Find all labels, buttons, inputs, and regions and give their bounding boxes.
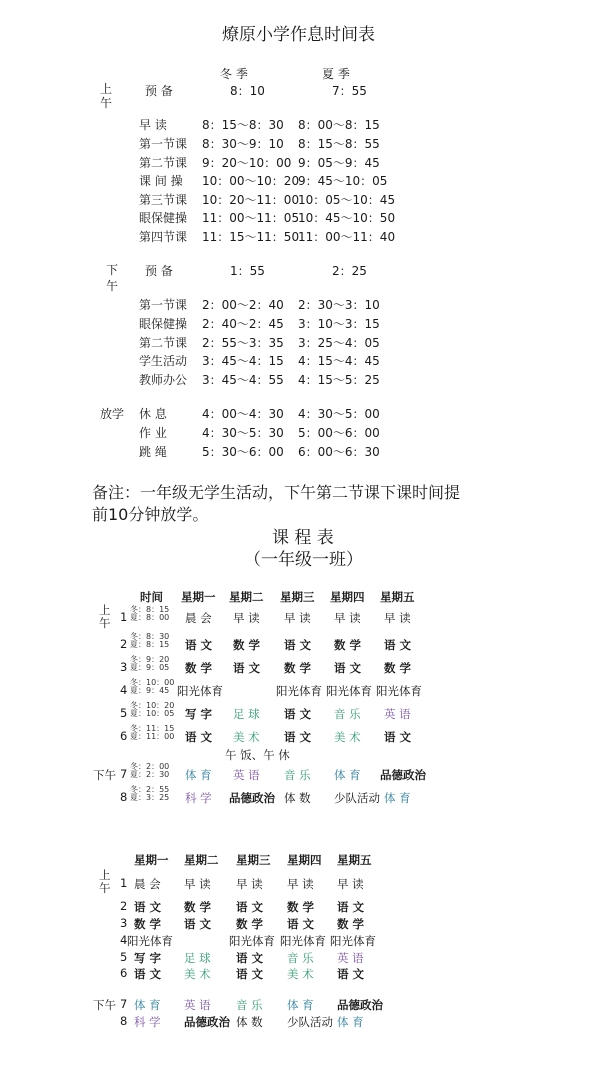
winter-time: 8：30～9：10 [202, 137, 284, 151]
timetable-cell: 音 乐 [284, 768, 311, 782]
winter-time: 10：20～11：00 [202, 193, 300, 207]
schedule-item-name: 第二节课 [139, 336, 188, 350]
summer-time: 8：15～8：55 [298, 137, 380, 151]
timetable2-cell: 语 文 [236, 951, 264, 965]
schedule-item-name: 跳 绳 [139, 445, 167, 459]
schedule-item-name: 第三节课 [139, 193, 188, 207]
period-time: 冬：8：15 夏：8：00 [130, 605, 170, 622]
period-number: 1 [120, 876, 128, 890]
timetable-cell: 早 读 [284, 611, 311, 625]
winter-time: 3：45～4：55 [202, 373, 284, 387]
timetable2-cell: 科 学 [134, 1015, 161, 1029]
timetable-cell: 美 术 [233, 730, 260, 744]
timetable2-cell: 语 文 [184, 917, 212, 931]
schedule-item-name: 第一节课 [139, 137, 188, 151]
winter-time: 4：00～4：30 [202, 407, 284, 421]
timetable2-cell: 数 学 [236, 917, 264, 931]
timetable-cell: 语 文 [185, 730, 213, 744]
schedule-item-name: 眼保健操 [139, 317, 188, 331]
summer-time: 5：00～6：00 [298, 426, 380, 440]
schedule-item-name: 学生活动 [139, 354, 188, 368]
timetable2-cell: 晨 会 [134, 877, 161, 891]
timetable-cell: 体 育 [334, 768, 361, 782]
timetable-afternoon-label: 下午 [93, 768, 116, 782]
note-line-2: 前10分钟放学。 [92, 505, 209, 524]
period-number: 8 [120, 1014, 128, 1028]
timetable2-cell: 语 文 [287, 917, 315, 931]
timetable-cell: 早 读 [384, 611, 411, 625]
winter-time: 11：15～11：50 [202, 230, 300, 244]
schedule-item-name: 眼保健操 [139, 211, 188, 225]
summer-time: 6：00～6：30 [298, 445, 380, 459]
timetable2-header-day: 星期一 [134, 853, 169, 867]
timetable-cell: 品德政治 [380, 768, 426, 782]
winter-time: 2：55～3：35 [202, 336, 284, 350]
schedule-item-name: 休 息 [139, 407, 167, 421]
winter-time: 9：20～10：00 [202, 156, 292, 170]
summer-time: 10：05～10：45 [298, 193, 396, 207]
period-number: 4 [120, 683, 128, 697]
timetable-cell: 英 语 [384, 707, 411, 721]
timetable2-cell: 阳光体育 [127, 934, 173, 948]
winter-time: 8：10 [230, 84, 265, 98]
timetable-cell: 写 字 [185, 707, 213, 721]
timetable2-cell: 体 育 [134, 998, 161, 1012]
summer-time: 3：25～4：05 [298, 336, 380, 350]
timetable2-cell: 阳光体育 [330, 934, 376, 948]
summer-time: 8：00～8：15 [298, 118, 380, 132]
timetable-cell: 早 读 [334, 611, 361, 625]
period-time: 冬：8：30 夏：8：15 [130, 632, 170, 649]
timetable2-cell: 品德政治 [337, 998, 383, 1012]
summer-time: 4：15～4：45 [298, 354, 380, 368]
period-number: 7 [120, 997, 128, 1011]
schedule-item-name: 教师办公 [139, 373, 188, 387]
summer-column-header: 夏 季 [322, 67, 350, 81]
lunch-break: 午 饭、午 休 [225, 748, 290, 762]
timetable2-afternoon-label: 下午 [93, 998, 116, 1012]
winter-time: 10：00～10：20 [202, 174, 300, 188]
timetable2-cell: 语 文 [236, 900, 264, 914]
schedule-item-name: 第四节课 [139, 230, 188, 244]
winter-time: 3：45～4：15 [202, 354, 284, 368]
timetable-cell: 语 文 [284, 730, 312, 744]
period-time: 冬：2：00 夏：2：30 [130, 762, 170, 779]
timetable-header-time: 时间 [140, 590, 163, 604]
schedule-item-name: 课 间 操 [139, 174, 183, 188]
winter-time: 11：00～11：05 [202, 211, 300, 225]
timetable2-cell: 音 乐 [287, 951, 314, 965]
timetable-header-day: 星期三 [280, 590, 315, 604]
timetable2-cell: 早 读 [184, 877, 211, 891]
period-time: 冬：10：20 夏：10：05 [130, 701, 175, 718]
schedule-item-name: 早 读 [139, 118, 167, 132]
schedule-item-name: 预 备 [145, 264, 173, 278]
timetable-header-day: 星期五 [380, 590, 415, 604]
period-number: 5 [120, 950, 128, 964]
timetable-morning-label: 上 午 [99, 603, 111, 630]
timetable2-cell: 少队活动 [287, 1015, 333, 1029]
timetable-cell: 数 学 [284, 661, 312, 675]
schedule-item-name: 第二节课 [139, 156, 188, 170]
timetable-cell: 体 数 [284, 791, 311, 805]
summer-time: 7：55 [332, 84, 367, 98]
timetable-cell: 数 学 [233, 638, 261, 652]
timetable2-header-day: 星期四 [287, 853, 322, 867]
timetable-cell: 体 育 [384, 791, 411, 805]
timetable2-cell: 阳光体育 [280, 934, 326, 948]
timetable2-cell: 语 文 [134, 900, 162, 914]
period-time: 冬：9：20 夏：9：05 [130, 655, 170, 672]
timetable2-cell: 美 术 [184, 967, 211, 981]
timetable-cell: 阳光体育 [177, 684, 223, 698]
timetable-cell: 音 乐 [334, 707, 361, 721]
timetable-cell: 语 文 [334, 661, 362, 675]
timetable-cell: 科 学 [185, 791, 212, 805]
summer-time: 4：15～5：25 [298, 373, 380, 387]
winter-time: 2：40～2：45 [202, 317, 284, 331]
timetable2-cell: 语 文 [337, 900, 365, 914]
timetable-cell: 语 文 [233, 661, 261, 675]
timetable2-cell: 品德政治 [184, 1015, 230, 1029]
timetable-cell: 语 文 [284, 638, 312, 652]
timetable-cell: 阳光体育 [326, 684, 372, 698]
timetable2-cell: 阳光体育 [229, 934, 275, 948]
period-number: 2 [120, 899, 128, 913]
timetable-cell: 阳光体育 [276, 684, 322, 698]
timetable2-cell: 数 学 [337, 917, 365, 931]
timetable2-header-day: 星期二 [184, 853, 219, 867]
timetable-cell: 数 学 [384, 661, 412, 675]
timetable2-cell: 英 语 [184, 998, 211, 1012]
timetable-cell: 美 术 [334, 730, 361, 744]
timetable-cell: 英 语 [233, 768, 260, 782]
note-line-1: 备注：一年级无学生活动，下午第二节课下课时间提 [92, 483, 461, 502]
timetable2-cell: 写 字 [134, 951, 162, 965]
summer-time: 10：45～10：50 [298, 211, 396, 225]
timetable-cell: 品德政治 [229, 791, 275, 805]
period-time: 冬：2：55 夏：3：25 [130, 785, 170, 802]
timetable2-cell: 英 语 [337, 951, 364, 965]
timetable-cell: 体 育 [185, 768, 212, 782]
timetable-title: 课 程 表 [272, 528, 334, 548]
timetable2-morning-label: 上 午 [99, 868, 111, 895]
timetable2-cell: 数 学 [287, 900, 315, 914]
timetable2-cell: 语 文 [236, 967, 264, 981]
winter-time: 2：00～2：40 [202, 298, 284, 312]
timetable2-cell: 体 数 [236, 1015, 263, 1029]
timetable2-header-day: 星期三 [236, 853, 271, 867]
timetable2-cell: 早 读 [337, 877, 364, 891]
winter-time: 1：55 [230, 264, 265, 278]
afternoon-label: 下 午 [106, 263, 119, 293]
period-time: 冬：10：00 夏：9：45 [130, 678, 175, 695]
timetable2-cell: 音 乐 [236, 998, 263, 1012]
timetable2-cell: 语 文 [337, 967, 365, 981]
timetable-subtitle: （一年级一班） [244, 550, 363, 570]
schedule-title: 燎原小学作息时间表 [222, 25, 375, 45]
winter-column-header: 冬 季 [220, 67, 248, 81]
period-number: 7 [120, 767, 128, 781]
summer-time: 9：45～10：05 [298, 174, 388, 188]
timetable2-cell: 数 学 [184, 900, 212, 914]
timetable-cell: 少队活动 [334, 791, 380, 805]
timetable-cell: 语 文 [185, 638, 213, 652]
winter-time: 8：15～8：30 [202, 118, 284, 132]
timetable-cell: 数 学 [185, 661, 213, 675]
timetable-cell: 早 读 [233, 611, 260, 625]
summer-time: 2：30～3：10 [298, 298, 380, 312]
period-number: 6 [120, 966, 128, 980]
period-number: 5 [120, 706, 128, 720]
timetable2-cell: 早 读 [287, 877, 314, 891]
timetable2-cell: 数 学 [134, 917, 162, 931]
winter-time: 4：30～5：30 [202, 426, 284, 440]
timetable-cell: 语 文 [284, 707, 312, 721]
timetable-cell: 语 文 [384, 730, 412, 744]
summer-time: 3：10～3：15 [298, 317, 380, 331]
period-number: 3 [120, 660, 128, 674]
schedule-item-name: 预 备 [145, 84, 173, 98]
timetable-header-day: 星期二 [229, 590, 264, 604]
schedule-item-name: 第一节课 [139, 298, 188, 312]
timetable-header-day: 星期四 [330, 590, 365, 604]
timetable-cell: 语 文 [384, 638, 412, 652]
schedule-item-name: 作 业 [139, 426, 167, 440]
dismiss-label: 放学 [100, 407, 125, 421]
period-number: 8 [120, 790, 128, 804]
period-number: 3 [120, 916, 128, 930]
timetable-cell: 晨 会 [185, 611, 212, 625]
timetable2-cell: 语 文 [134, 967, 162, 981]
winter-time: 5：30～6：00 [202, 445, 284, 459]
timetable2-cell: 体 育 [287, 998, 314, 1012]
timetable-header-day: 星期一 [181, 590, 216, 604]
morning-label: 上 午 [100, 82, 113, 110]
period-number: 4 [120, 933, 128, 947]
summer-time: 4：30～5：00 [298, 407, 380, 421]
summer-time: 2：25 [332, 264, 367, 278]
timetable2-cell: 足 球 [184, 951, 211, 965]
timetable-cell: 阳光体育 [376, 684, 422, 698]
timetable2-header-day: 星期五 [337, 853, 372, 867]
period-number: 6 [120, 729, 128, 743]
period-number: 1 [120, 610, 128, 624]
timetable2-cell: 早 读 [236, 877, 263, 891]
timetable2-cell: 美 术 [287, 967, 314, 981]
summer-time: 11：00～11：40 [298, 230, 396, 244]
timetable-cell: 数 学 [334, 638, 362, 652]
timetable-cell: 足 球 [233, 707, 260, 721]
timetable2-cell: 体 育 [337, 1015, 364, 1029]
period-time: 冬：11：15 夏：11：00 [130, 724, 175, 741]
period-number: 2 [120, 637, 128, 651]
summer-time: 9：05～9：45 [298, 156, 380, 170]
